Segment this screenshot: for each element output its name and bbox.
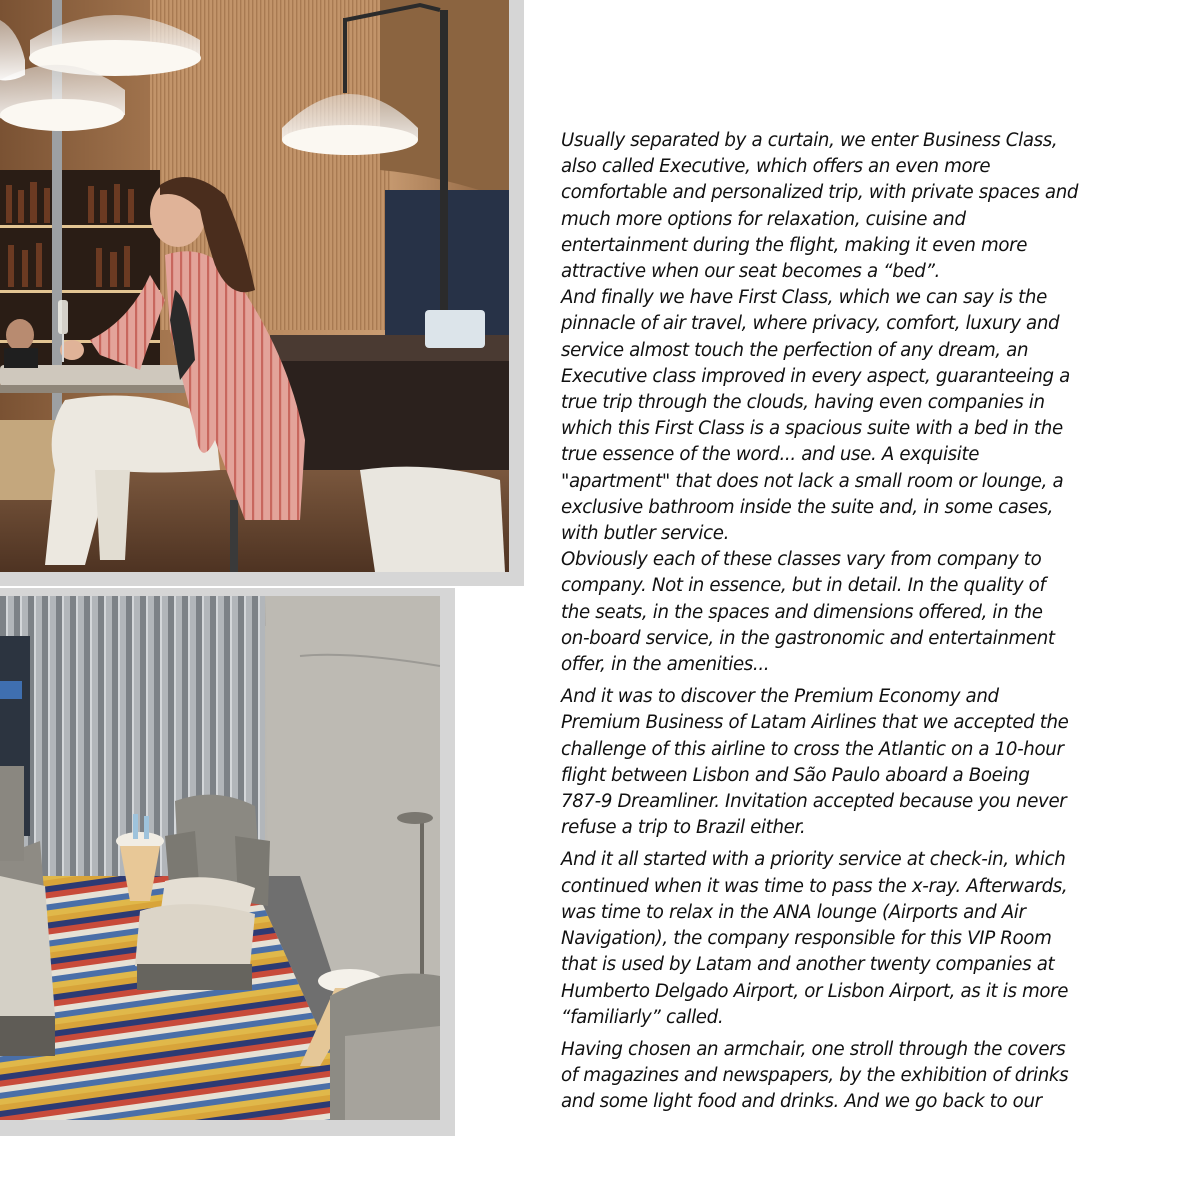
lounge-bar-woman-photo bbox=[0, 0, 509, 572]
lounge-bar-illustration bbox=[0, 0, 509, 572]
bottom-photo-frame bbox=[0, 588, 455, 1136]
text-line: And it all started with a priority service at check-in, which bbox=[561, 849, 1066, 871]
text-line: exclusive bathroom inside the suite and, in some cases, bbox=[561, 496, 1054, 518]
text-line: that is used by Latam and another twenty companies at bbox=[561, 954, 1055, 976]
text-line: flight between Lisbon and São Paulo aboard a Boeing bbox=[561, 764, 1030, 786]
text-line: offer, in the amenities... bbox=[561, 654, 770, 676]
text-line: Obviously each of these classes vary from company to bbox=[561, 549, 1042, 571]
text-line: which this First Class is a spacious suite with a bed in the bbox=[561, 418, 1063, 440]
text-line: And it was to discover the Premium Economy and bbox=[561, 686, 999, 708]
article-paragraph bbox=[561, 847, 1131, 1030]
text-line: challenge of this airline to cross the Atlantic on a 10-hour bbox=[561, 738, 1064, 760]
text-line: Having chosen an armchair, one stroll through the covers bbox=[561, 1038, 1066, 1060]
text-line: on-board service, in the gastronomic and entertainment bbox=[561, 627, 1055, 649]
text-line: true trip through the clouds, having even companies in bbox=[561, 392, 1045, 414]
text-line: true essence of the word... and use. A exquisite bbox=[561, 444, 980, 466]
text-line: of magazines and newspapers, by the exhibition of drinks bbox=[561, 1065, 1069, 1087]
text-line: "apartment" that does not lack a small room or lounge, a bbox=[561, 470, 1064, 492]
article-paragraph bbox=[561, 684, 1131, 841]
article-body bbox=[561, 128, 1131, 1116]
text-line: And finally we have First Class, which we can say is the bbox=[561, 287, 1047, 309]
text-line: pinnacle of air travel, where privacy, comfort, luxury and bbox=[561, 313, 1060, 335]
text-line: Premium Business of Latam Airlines that we accepted the bbox=[561, 712, 1069, 734]
text-line: Navigation), the company responsible for this VIP Room bbox=[561, 928, 1052, 950]
text-line: company. Not in essence, but in detail. In the quality of bbox=[561, 575, 1046, 597]
text-line: entertainment during the flight, making it even more bbox=[561, 234, 1028, 256]
text-line: continued when it was time to pass the x-ray. Afterwards, bbox=[561, 875, 1068, 897]
text-line: comfortable and personalized trip, with private spaces and bbox=[561, 182, 1079, 204]
text-line: attractive when our seat becomes a “bed”. bbox=[561, 261, 940, 283]
text-line: with butler service. bbox=[561, 523, 730, 545]
text-line: 787-9 Dreamliner. Invitation accepted because you never bbox=[561, 791, 1067, 813]
text-line: Usually separated by a curtain, we enter Business Class, bbox=[561, 130, 1058, 151]
text-line: also called Executive, which offers an even more bbox=[561, 156, 991, 178]
vip-lounge-illustration bbox=[0, 596, 440, 1120]
text-line: “familiarly” called. bbox=[561, 1006, 724, 1028]
vip-lounge-armchairs-photo bbox=[0, 596, 440, 1120]
article-paragraph bbox=[561, 1037, 1131, 1116]
text-line: service almost touch the perfection of any dream, an bbox=[561, 339, 1029, 361]
text-line: much more options for relaxation, cuisine and bbox=[561, 208, 966, 230]
text-line: refuse a trip to Brazil either. bbox=[561, 817, 806, 839]
text-line: Executive class improved in every aspect, guaranteeing a bbox=[561, 365, 1070, 387]
text-line: was time to relax in the ANA lounge (Airports and Air bbox=[561, 901, 1026, 923]
text-line: the seats, in the spaces and dimensions offered, in the bbox=[561, 601, 1043, 623]
article-paragraph bbox=[561, 128, 1131, 678]
text-line: Humberto Delgado Airport, or Lisbon Airport, as it is more bbox=[561, 980, 1069, 1002]
text-line: and some light food and drinks. And we go back to our bbox=[561, 1091, 1042, 1113]
top-photo-frame bbox=[0, 0, 524, 586]
